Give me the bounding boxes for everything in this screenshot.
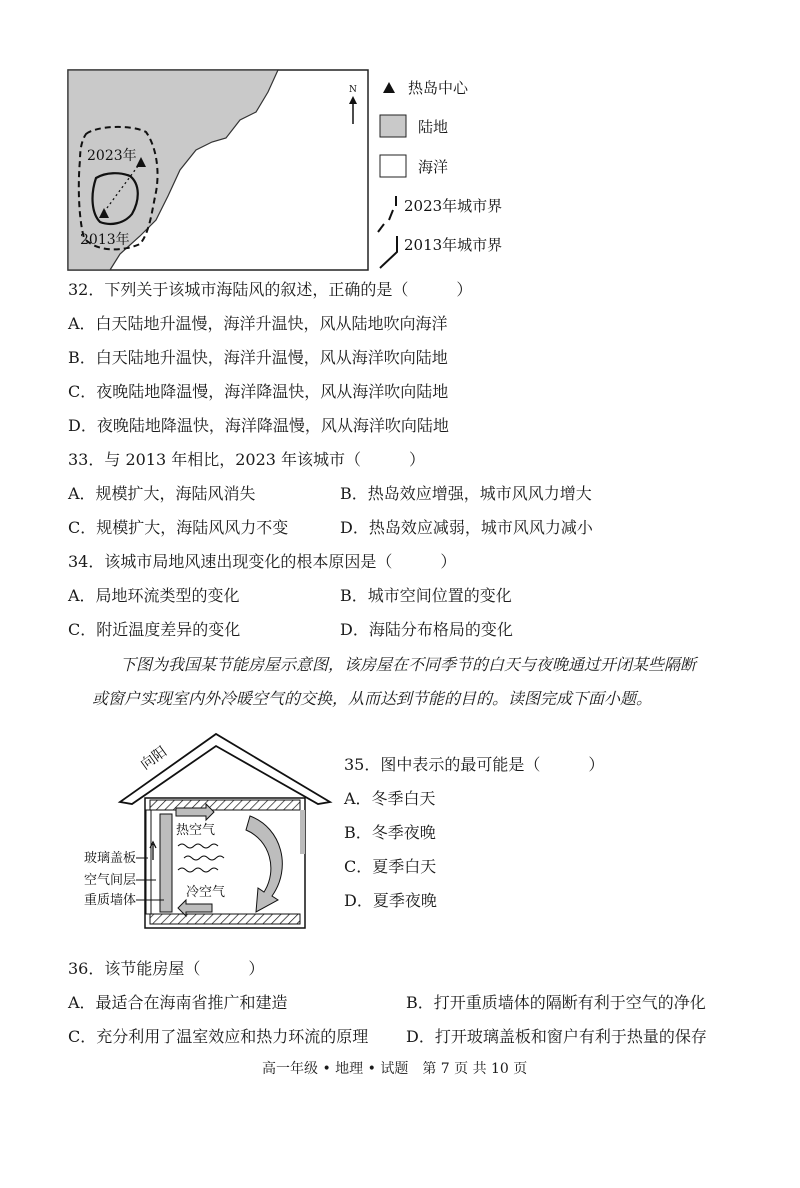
q36-option-a[interactable]: A．最适合在海南省推广和建造	[68, 993, 288, 1012]
q35-option-b[interactable]: B．冬季夜晚	[344, 823, 436, 842]
q33-stem: 33．与 2013 年相比，2023 年该城市（ ）	[68, 450, 426, 469]
sun-side-label: 向阳	[137, 743, 171, 774]
q34-option-a[interactable]: A．局地环流类型的变化	[68, 586, 240, 605]
legend-2013-line-icon	[380, 236, 397, 268]
q36-option-c[interactable]: C．充分利用了温室效应和热力环流的原理	[68, 1027, 369, 1046]
legend-heat-center: 热岛中心	[408, 79, 469, 97]
q35-option-d[interactable]: D．夏季夜晚	[344, 891, 437, 910]
q33-option-b[interactable]: B．热岛效应增强，城市风风力增大	[340, 484, 592, 503]
q36-option-b[interactable]: B．打开重质墙体的隔断有利于空气的净化	[406, 993, 706, 1012]
glass-panel-shape	[146, 810, 151, 914]
legend-land-swatch	[380, 115, 406, 137]
q35-stem: 35．图中表示的最可能是（ ）	[344, 755, 605, 774]
hot-air-label: 热空气	[176, 823, 216, 838]
city-map-figure	[0, 0, 800, 280]
intro-line-2: 或窗户实现室内外冷暖空气的交换，从而达到节能的目的。读图完成下面小题。	[92, 689, 653, 708]
q34-stem: 34．该城市局地风速出现变化的根本原因是（ ）	[68, 552, 457, 571]
q32-option-b[interactable]: B．白天陆地升温快，海洋升温慢，风从海洋吹向陆地	[68, 348, 448, 367]
q33-option-d[interactable]: D．热岛效应减弱，城市风风力减小	[340, 518, 593, 537]
q34-option-c[interactable]: C．附近温度差异的变化	[68, 620, 241, 639]
page-footer: 高一年级 • 地理 • 试题 第 7 页 共 10 页	[262, 1061, 528, 1077]
window	[300, 810, 305, 854]
legend-2023-line-icon	[378, 196, 396, 232]
north-label: N	[349, 85, 357, 95]
q35-option-c[interactable]: C．夏季白天	[344, 857, 437, 876]
energy-saving-house-figure	[0, 728, 340, 938]
legend-boundary-2023: 2023年城市界	[404, 197, 503, 215]
ceiling-slab	[150, 800, 300, 810]
q32-stem: 32．下列关于该城市海陆风的叙述，正确的是（ ）	[68, 280, 473, 299]
intro-line-1: 下图为我国某节能房屋示意图，该房屋在不同季节的白天与夜晚通过开闭某些隔断	[120, 655, 697, 674]
q32-option-d[interactable]: D．夜晚陆地降温快，海洋降温慢，风从海洋吹向陆地	[68, 416, 449, 435]
q33-option-a[interactable]: A．规模扩大，海陆风消失	[68, 484, 256, 503]
label-2023: 2023年	[87, 148, 137, 164]
q32-option-a[interactable]: A．白天陆地升温慢，海洋升温快，风从陆地吹向海洋	[68, 314, 448, 333]
q35-option-a[interactable]: A．冬季白天	[344, 789, 436, 808]
q36-stem: 36．该节能房屋（ ）	[68, 959, 265, 978]
legend-ocean-swatch	[380, 155, 406, 177]
legend-ocean: 海洋	[418, 158, 449, 176]
q36-option-d[interactable]: D．打开玻璃盖板和窗户有利于热量的保存	[406, 1027, 707, 1046]
glass-panel-label: 玻璃盖板	[84, 851, 137, 866]
q32-option-c[interactable]: C．夜晚陆地降温慢，海洋降温快，风从海洋吹向陆地	[68, 382, 449, 401]
legend-boundary-2013: 2013年城市界	[404, 236, 503, 254]
air-layer-label: 空气间层	[84, 873, 137, 888]
cold-air-label: 冷空气	[186, 885, 226, 900]
label-2013: 2013年	[80, 232, 130, 248]
heavy-wall-label: 重质墙体	[84, 893, 137, 908]
legend-heat-center-icon	[383, 82, 395, 93]
q34-option-b[interactable]: B．城市空间位置的变化	[340, 586, 512, 605]
q34-option-d[interactable]: D．海陆分布格局的变化	[340, 620, 513, 639]
q33-option-c[interactable]: C．规模扩大，海陆风风力不变	[68, 518, 289, 537]
floor-slab	[150, 914, 300, 924]
legend-land: 陆地	[418, 118, 449, 136]
heavy-wall-shape	[160, 814, 172, 912]
